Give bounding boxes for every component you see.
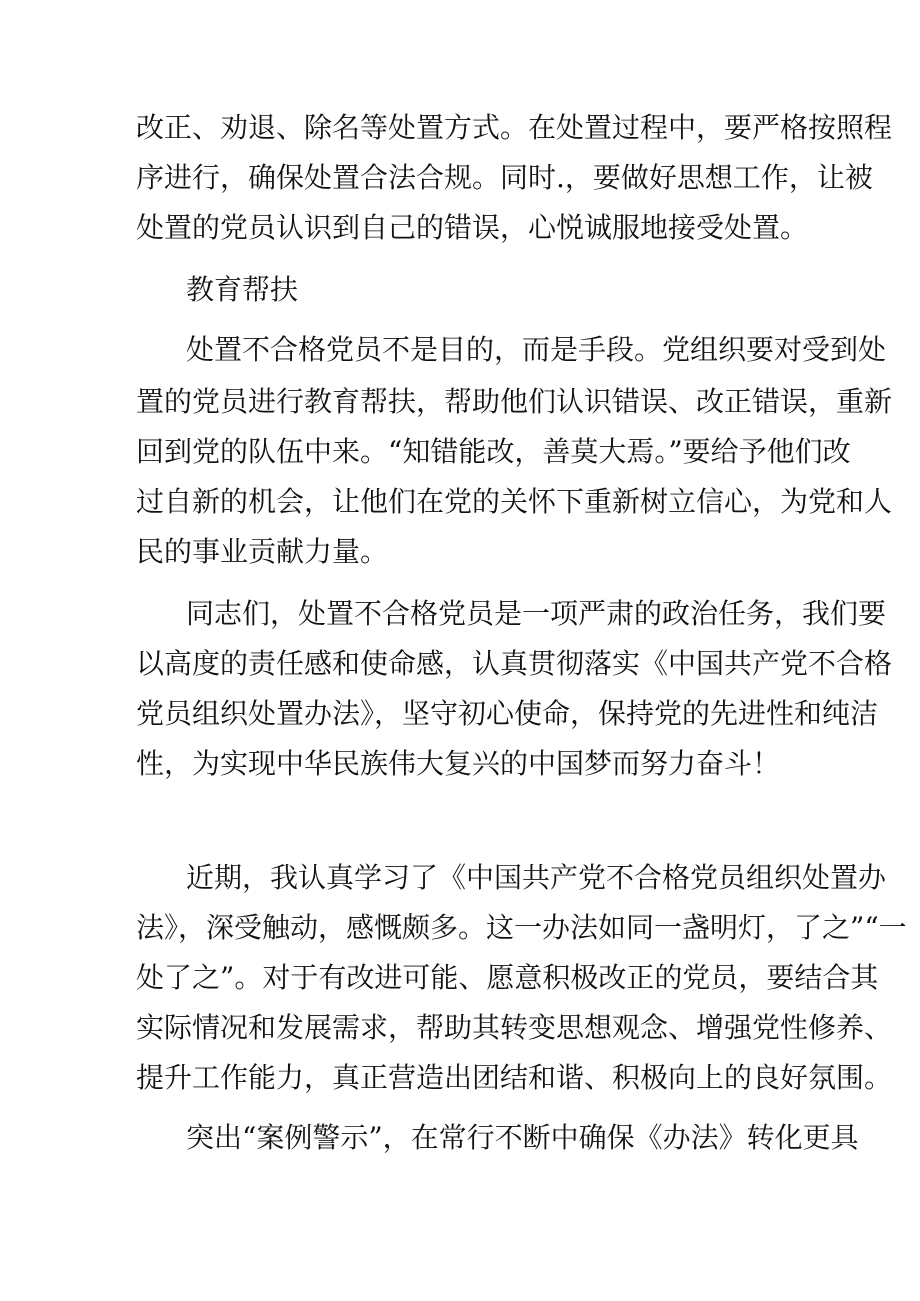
paragraph-line: 法》，深受触动，感慨颇多。这一办法如同一盏明灯，了之”“一 bbox=[136, 911, 907, 944]
paragraph-line: 处置的党员认识到自己的错误，心悦诚服地接受处置。 bbox=[136, 211, 809, 244]
paragraph-line: 过自新的机会，让他们在党的关怀下重新树立信心，为党和人 bbox=[136, 485, 893, 518]
paragraph-line: 处置不合格党员不是目的，而是手段。党组织要对受到处 bbox=[186, 333, 887, 366]
paragraph-line: 党员组织处置办法》，坚守初心使命，保持党的先进性和纯洁 bbox=[136, 697, 879, 730]
paragraph-line: 近期，我认真学习了《中国共产党不合格党员组织处置办 bbox=[186, 861, 887, 894]
paragraph-line: 处了之”。对于有改进可能、愿意积极改正的党员，要结合其 bbox=[136, 961, 879, 994]
paragraph-line: 以高度的责任感和使命感，认真贯彻落实《中国共产党不合格 bbox=[136, 647, 893, 680]
paragraph-line: 实际情况和发展需求，帮助其转变思想观念、增强党性修养、 bbox=[136, 1011, 893, 1044]
paragraph-line: 性，为实现中华民族伟大复兴的中国梦而努力奋斗！ bbox=[136, 747, 781, 780]
paragraph-line: 回到党的队伍中来。“知错能改，善莫大焉。”要给予他们改 bbox=[136, 435, 851, 468]
paragraph-line: 改正、劝退、除名等处置方式。在处置过程中，要严格按照程 bbox=[136, 111, 893, 144]
paragraph-line: 序进行，确保处置合法合规。同时.，要做好思想工作，让被 bbox=[136, 161, 873, 194]
paragraph-line: 民的事业贡献力量。 bbox=[136, 535, 389, 568]
section-heading: 教育帮扶 bbox=[186, 273, 299, 306]
paragraph-line: 置的党员进行教育帮扶，帮助他们认识错误、改正错误，重新 bbox=[136, 385, 893, 418]
paragraph-line: 突出“案例警示”，在常行不断中确保《办法》转化更具 bbox=[186, 1121, 859, 1154]
paragraph-line: 提升工作能力，真正营造出团结和谐、积极向上的良好氛围。 bbox=[136, 1061, 893, 1094]
paragraph-line: 同志们，处置不合格党员是一项严肃的政治任务，我们要 bbox=[186, 597, 887, 630]
